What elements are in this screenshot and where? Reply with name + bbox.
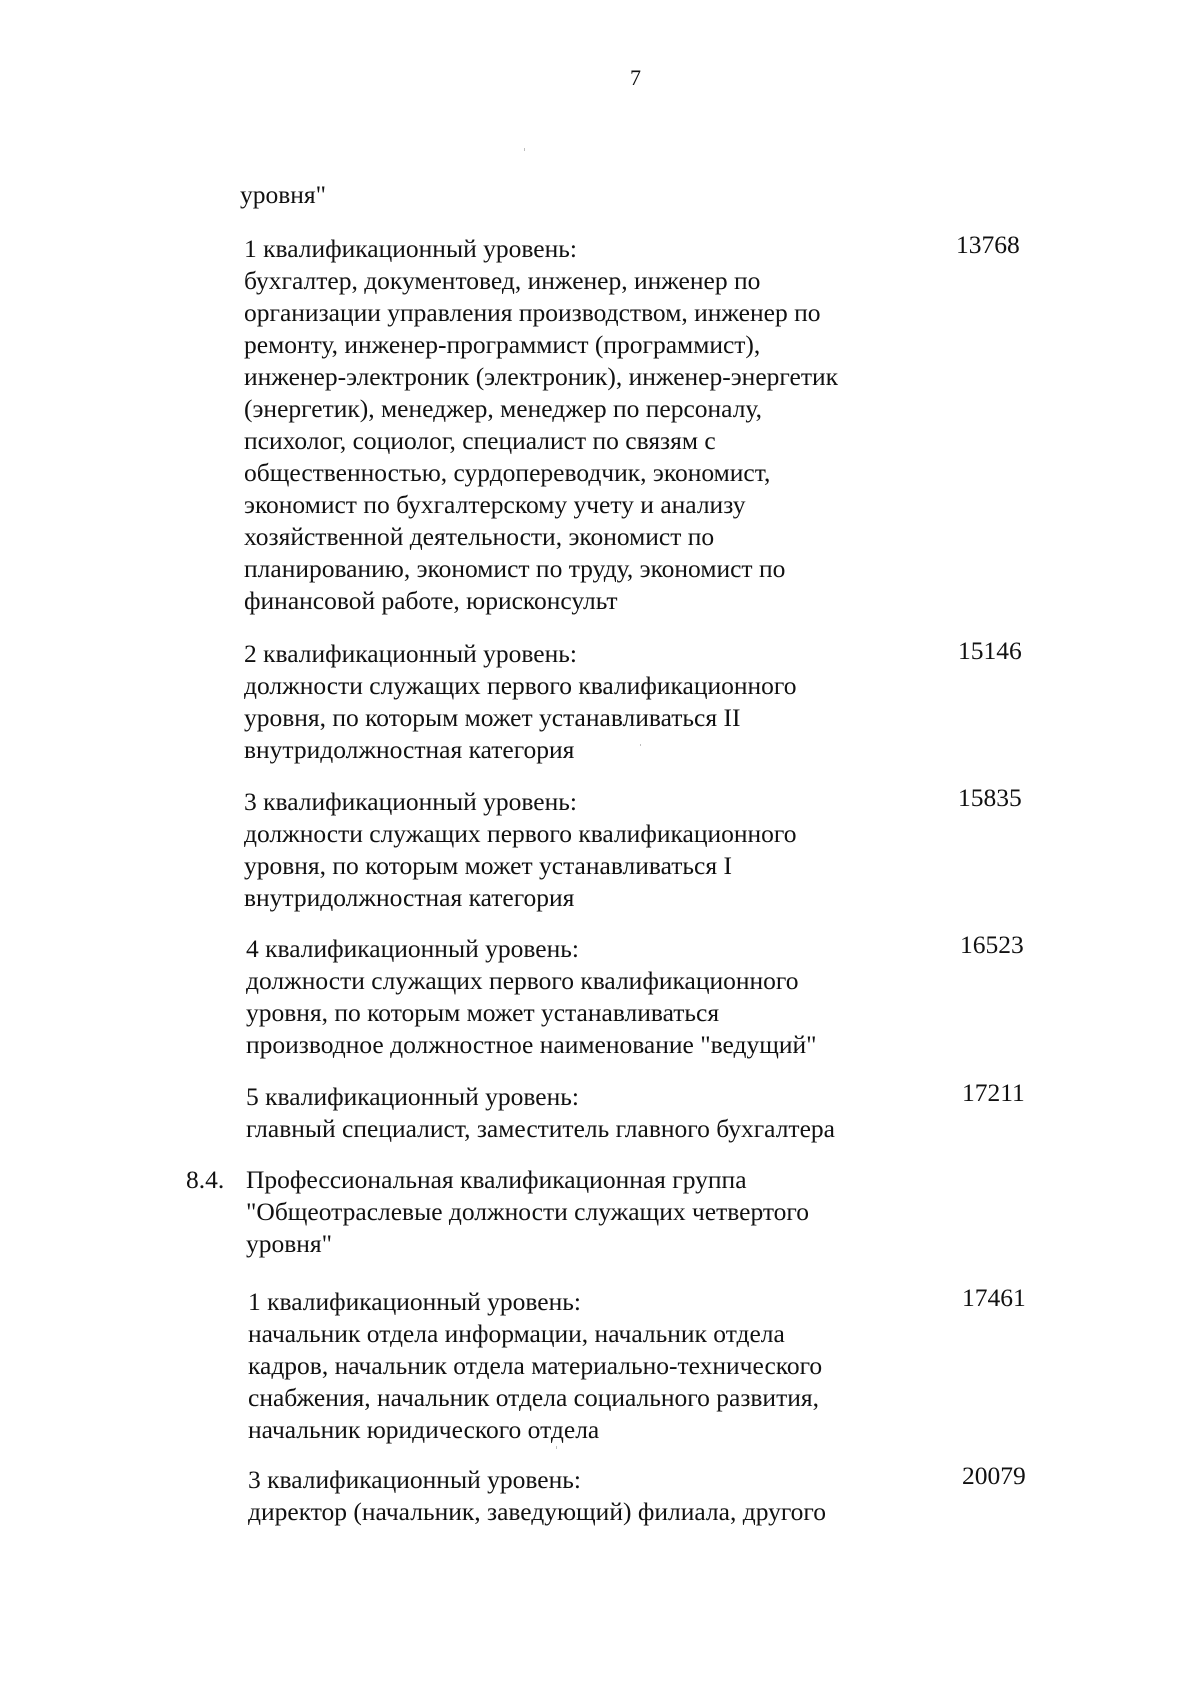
row-text-line: кадров, начальник отдела материально-технического xyxy=(248,1351,823,1380)
scan-speck xyxy=(640,744,641,746)
salary-value: 17211 xyxy=(962,1078,1025,1107)
row-text-line: ремонту, инженер-программист (программист), xyxy=(244,330,761,359)
scan-speck xyxy=(556,1446,557,1449)
row-text-line: (энергетик), менеджер, менеджер по персоналу, xyxy=(244,394,762,423)
row-text-line: начальник отдела информации, начальник отдела xyxy=(248,1319,785,1348)
row-text-line: внутридолжностная категория xyxy=(244,735,575,764)
level-heading: 1 квалификационный уровень: xyxy=(248,1287,581,1316)
row-text-line: уровня, по которым может устанавливаться II xyxy=(244,703,741,732)
section-title-line: уровня" xyxy=(246,1229,333,1258)
row-text-line: бухгалтер, документовед, инженер, инженер по xyxy=(244,266,761,295)
row-text-line: финансовой работе, юрисконсульт xyxy=(244,586,618,615)
row-text-line: организации управления производством, инженер по xyxy=(244,298,821,327)
level-heading: 5 квалификационный уровень: xyxy=(246,1082,579,1111)
level-heading: 2 квалификационный уровень: xyxy=(244,639,577,668)
row-text-line: директор (начальник, заведующий) филиала, другого xyxy=(248,1497,827,1526)
row-text-line: хозяйственной деятельности, экономист по xyxy=(244,522,715,551)
level-heading: 3 квалификационный уровень: xyxy=(248,1465,581,1494)
page-number: 7 xyxy=(630,65,641,90)
row-text-line: должности служащих первого квалификационного xyxy=(246,966,799,995)
salary-value: 17461 xyxy=(962,1283,1026,1312)
salary-value: 16523 xyxy=(960,930,1024,959)
row-text-line: внутридолжностная категория xyxy=(244,883,575,912)
row-text-line: должности служащих первого квалификационного xyxy=(244,671,797,700)
section-title-line: Профессиональная квалификационная группа xyxy=(246,1165,747,1194)
salary-value: 15146 xyxy=(958,636,1022,665)
section-number: 8.4. xyxy=(186,1165,225,1194)
row-text-line: уровня, по которым может устанавливаться I xyxy=(244,851,732,880)
level-heading: 3 квалификационный уровень: xyxy=(244,787,577,816)
row-text-line: уровня, по которым может устанавливаться xyxy=(246,998,720,1027)
salary-value: 15835 xyxy=(958,783,1022,812)
salary-value: 20079 xyxy=(962,1461,1026,1490)
salary-value: 13768 xyxy=(956,230,1020,259)
continuation-line: уровня" xyxy=(240,180,327,209)
row-text-line: производное должностное наименование "ведущий" xyxy=(246,1030,817,1059)
row-text-line: общественностью, сурдопереводчик, экономист, xyxy=(244,458,771,487)
row-text-line: снабжения, начальник отдела социального развития, xyxy=(248,1383,819,1412)
row-text-line: начальник юридического отдела xyxy=(248,1415,600,1444)
row-text-line: инженер-электроник (электроник), инженер-энергетик xyxy=(244,362,839,391)
section-title-line: "Общеотраслевые должности служащих четвертого xyxy=(246,1197,810,1226)
row-text-line: планированию, экономист по труду, экономист по xyxy=(244,554,786,583)
level-heading: 1 квалификационный уровень: xyxy=(244,234,577,263)
row-text-line: должности служащих первого квалификационного xyxy=(244,819,797,848)
scan-speck xyxy=(524,148,525,151)
row-text-line: главный специалист, заместитель главного бухгалтера xyxy=(246,1114,835,1143)
level-heading: 4 квалификационный уровень: xyxy=(246,934,579,963)
row-text-line: психолог, социолог, специалист по связям с xyxy=(244,426,716,455)
row-text-line: экономист по бухгалтерскому учету и анализу xyxy=(244,490,746,519)
